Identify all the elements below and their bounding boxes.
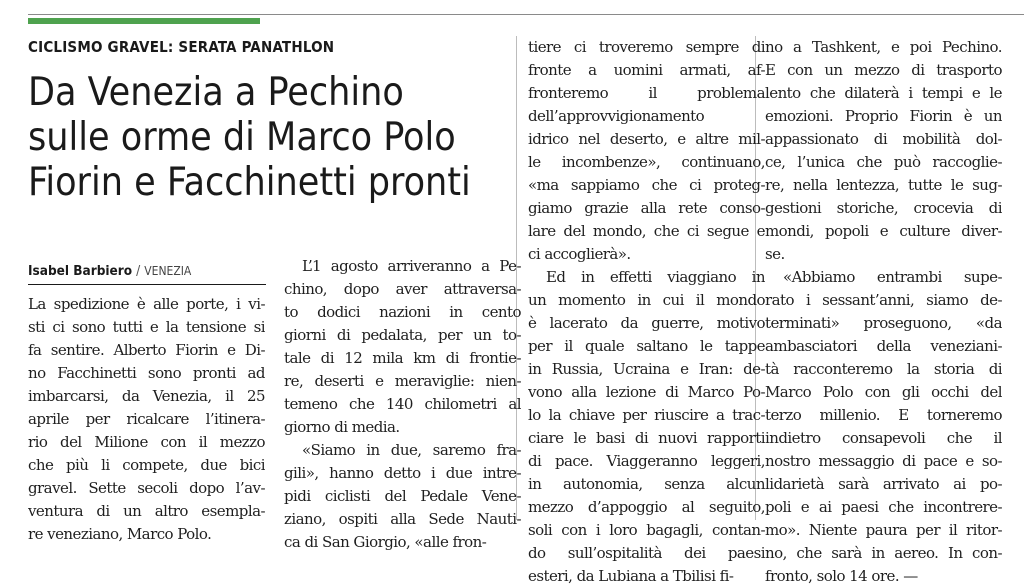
text-line: ci accoglierà». — [528, 245, 631, 263]
text-line: fa sentire. Alberto Fiorin e Di- — [28, 341, 265, 359]
text-line: ambasciatori della veneziani- — [765, 337, 1002, 355]
text-line: mondi, popoli e culture diver- — [765, 222, 1002, 240]
text-line: mezzo d’appoggio al seguito, — [528, 498, 765, 516]
text-line: se. — [765, 245, 785, 263]
text-line: un momento in cui il mondo — [528, 291, 765, 309]
text-line: gili», hanno detto i due intre- — [284, 464, 521, 482]
text-line: che più li compete, due bici — [28, 456, 265, 474]
text-line: E con un mezzo di trasporto — [765, 61, 1002, 79]
text-line: ziano, ospiti alla Sede Nauti- — [284, 510, 521, 528]
text-line: «Siamo in due, saremo fra- — [302, 441, 521, 459]
text-line: re, nella lentezza, tutte le sug- — [765, 176, 1002, 194]
text-line: lare del mondo, che ci segue e — [528, 222, 765, 240]
text-line: di pace. Viaggeranno leggeri, — [528, 452, 765, 470]
text-line: lento che dilaterà i tempi e le — [765, 84, 1002, 102]
text-line: pidi ciclisti del Pedale Vene- — [284, 487, 521, 505]
headline-line: Fiorin e Facchinetti pronti — [28, 160, 471, 205]
article-column-2 — [284, 255, 521, 554]
text-line: tà racconteremo la storia di — [765, 360, 1002, 378]
text-line: terzo millenio. E torneremo — [765, 406, 1002, 424]
article-column-4 — [765, 36, 1002, 588]
text-line: fronte a uomini armati, af- — [528, 61, 765, 79]
text-line: no Facchinetti sono pronti ad — [28, 364, 265, 382]
headline-line: sulle orme di Marco Polo — [28, 115, 456, 160]
text-line: gravel. Sette secoli dopo l’av- — [28, 479, 265, 497]
text-line: vono alla lezione di Marco Po- — [528, 383, 765, 401]
text-line: mo». Niente paura per il ritor- — [765, 521, 1002, 539]
text-line: re veneziano, Marco Polo. — [28, 525, 212, 543]
article-column-3 — [528, 36, 765, 588]
text-line: re, deserti e meraviglie: nien- — [284, 372, 521, 390]
text-line: dell’approvvigionamento — [528, 107, 705, 125]
text-line: indietro consapevoli che il — [765, 429, 1002, 447]
text-line: esteri, da Lubiana a Tbilisi fi- — [528, 567, 734, 585]
text-line: tiere ci troveremo sempre di — [528, 38, 765, 56]
article-kicker: CICLISMO GRAVEL: SERATA PANATHLON — [28, 38, 335, 56]
text-line: chino, dopo aver attraversa- — [284, 280, 521, 298]
text-line: «Abbiamo entrambi supe- — [783, 268, 1002, 286]
text-line: in Russia, Ucraina e Iran: de- — [528, 360, 765, 378]
top-rule — [28, 14, 1024, 15]
text-line: le incombenze», continuano, — [528, 153, 765, 171]
text-line: rato i sessant’anni, siamo de- — [765, 291, 1002, 309]
text-line: terminati» proseguono, «da — [765, 314, 1002, 332]
text-line: lidarietà sarà arrivato ai po- — [765, 475, 1002, 493]
text-line: giorno di media. — [284, 418, 400, 436]
text-line: soli con i loro bagagli, contan- — [528, 521, 765, 539]
text-line: «ma sappiamo che ci proteg- — [528, 176, 765, 194]
text-line: imbarcarsi, da Venezia, il 25 — [28, 387, 265, 405]
text-line: emozioni. Proprio Fiorin è un — [765, 107, 1002, 125]
text-line: nostro messaggio di pace e so- — [765, 452, 1002, 470]
text-line: Ed in effetti viaggiano in — [546, 268, 765, 286]
text-line: no a Tashkent, e poi Pechino. — [765, 38, 1002, 56]
text-line: tale di 12 mila km di frontie- — [284, 349, 521, 367]
text-line: sti ci sono tutti e la tensione si — [28, 318, 265, 336]
text-line: to dodici nazioni in cento — [284, 303, 521, 321]
text-line: in autonomia, senza alcun — [528, 475, 765, 493]
byline-author: Isabel Barbiero — [28, 263, 133, 279]
headline-line: Da Venezia a Pechino — [28, 70, 404, 115]
text-line: fronteremo il problema — [528, 84, 765, 102]
text-line: Marco Polo con gli occhi del — [765, 383, 1002, 401]
text-line: ce, l’unica che può raccoglie- — [765, 153, 1002, 171]
text-line: rio del Milione con il mezzo — [28, 433, 265, 451]
section-accent-bar — [28, 18, 260, 24]
text-line: aprile per ricalcare l’itinera- — [28, 410, 265, 428]
text-line: no, che sarà in aereo. In con- — [765, 544, 1002, 562]
article-column-1 — [28, 293, 265, 546]
text-line: ciare le basi di nuovi rapporti — [528, 429, 765, 447]
byline-separator: / — [136, 263, 141, 279]
text-line: giorni di pedalata, per un to- — [284, 326, 521, 344]
article-headline — [28, 70, 518, 205]
text-line: gestioni storiche, crocevia di — [765, 199, 1002, 217]
text-line: giamo grazie alla rete conso- — [528, 199, 765, 217]
byline — [28, 263, 266, 285]
text-line: La spedizione è alle porte, i vi- — [28, 295, 265, 313]
text-line: temeno che 140 chilometri al — [284, 395, 521, 413]
text-line: poli e ai paesi che incontrere- — [765, 498, 1002, 516]
text-line: appassionato di mobilità dol- — [765, 130, 1002, 148]
text-line: fronto, solo 14 ore. — — [765, 567, 918, 585]
text-line: lo la chiave per riuscire a trac- — [528, 406, 765, 424]
text-line: è lacerato da guerre, motivo — [528, 314, 765, 332]
text-line: ventura di un altro esempla- — [28, 502, 265, 520]
byline-place: VENEZIA — [144, 264, 192, 278]
text-line: L’1 agosto arriveranno a Pe- — [302, 257, 521, 275]
text-line: ca di San Giorgio, «alle fron- — [284, 533, 487, 551]
text-line: idrico nel deserto, e altre mil- — [528, 130, 765, 148]
text-line: do sull’ospitalità dei paesi — [528, 544, 765, 562]
text-line: per il quale saltano le tappe — [528, 337, 765, 355]
